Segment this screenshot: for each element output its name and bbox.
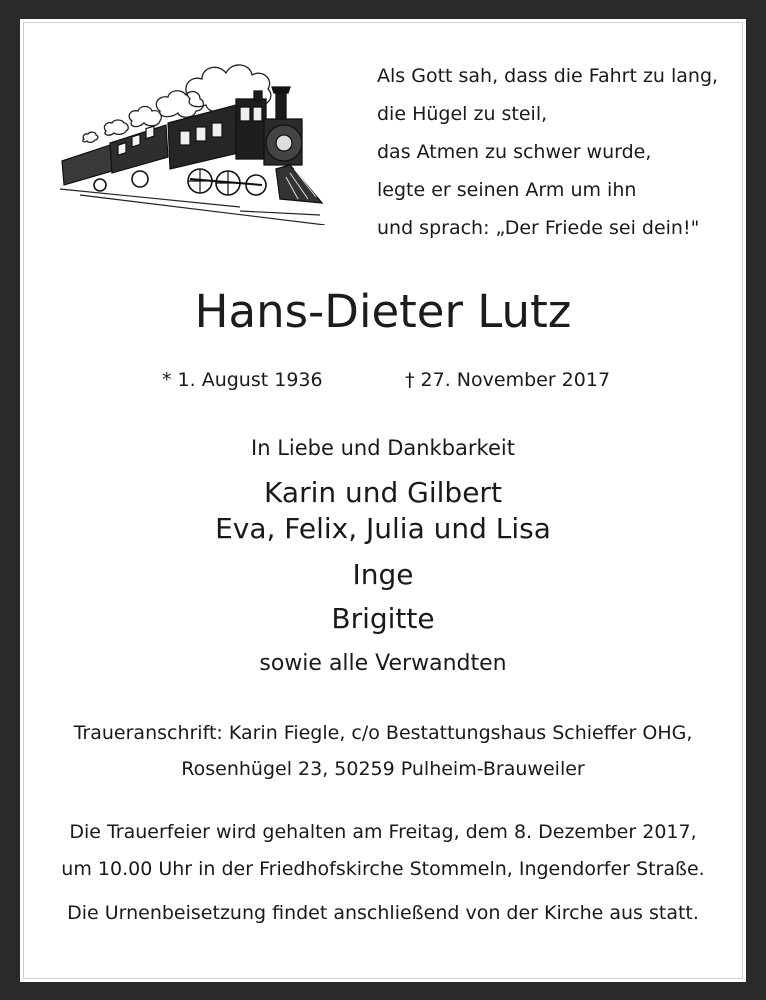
poem-line: und sprach: „Der Friede sei dein!"	[377, 217, 700, 239]
mourning-address-line: Rosenhügel 23, 50259 Pulheim-Brauweiler	[181, 758, 585, 780]
poem-line: Als Gott sah, dass die Fahrt zu lang,	[377, 65, 719, 87]
steam-train-icon	[40, 39, 325, 225]
deceased-name: Hans-Dieter Lutz	[194, 285, 572, 338]
mourner-line: Inge	[352, 558, 414, 591]
funeral-info-line: um 10.00 Uhr in der Friedhofskirche Stommeln, Ingendorfer Straße.	[61, 858, 705, 880]
funeral-info-line: Die Urnenbeisetzung findet anschließend von der Kirche aus statt.	[67, 902, 699, 924]
poem-line: das Atmen zu schwer wurde,	[377, 141, 652, 163]
death-date: † 27. November 2017	[405, 369, 611, 391]
funeral-info-line: Die Trauerfeier wird gehalten am Freitag, dem 8. Dezember 2017,	[69, 821, 697, 843]
poem-line: legte er seinen Arm um ihn	[377, 179, 637, 201]
mourning-address-line: Traueranschrift: Karin Fiegle, c/o Bestattungshaus Schieffer OHG,	[73, 722, 693, 744]
dedication-text: In Liebe und Dankbarkeit	[251, 436, 515, 460]
relatives-line: sowie alle Verwandten	[259, 651, 507, 676]
mourner-line: Karin und Gilbert	[264, 476, 502, 509]
mourner-line: Brigitte	[331, 602, 435, 635]
mourner-line: Eva, Felix, Julia und Lisa	[215, 512, 551, 545]
poem	[377, 57, 737, 247]
obituary-card	[20, 19, 746, 982]
birth-date: * 1. August 1936	[162, 369, 323, 391]
poem-line: die Hügel zu steil,	[377, 103, 548, 125]
